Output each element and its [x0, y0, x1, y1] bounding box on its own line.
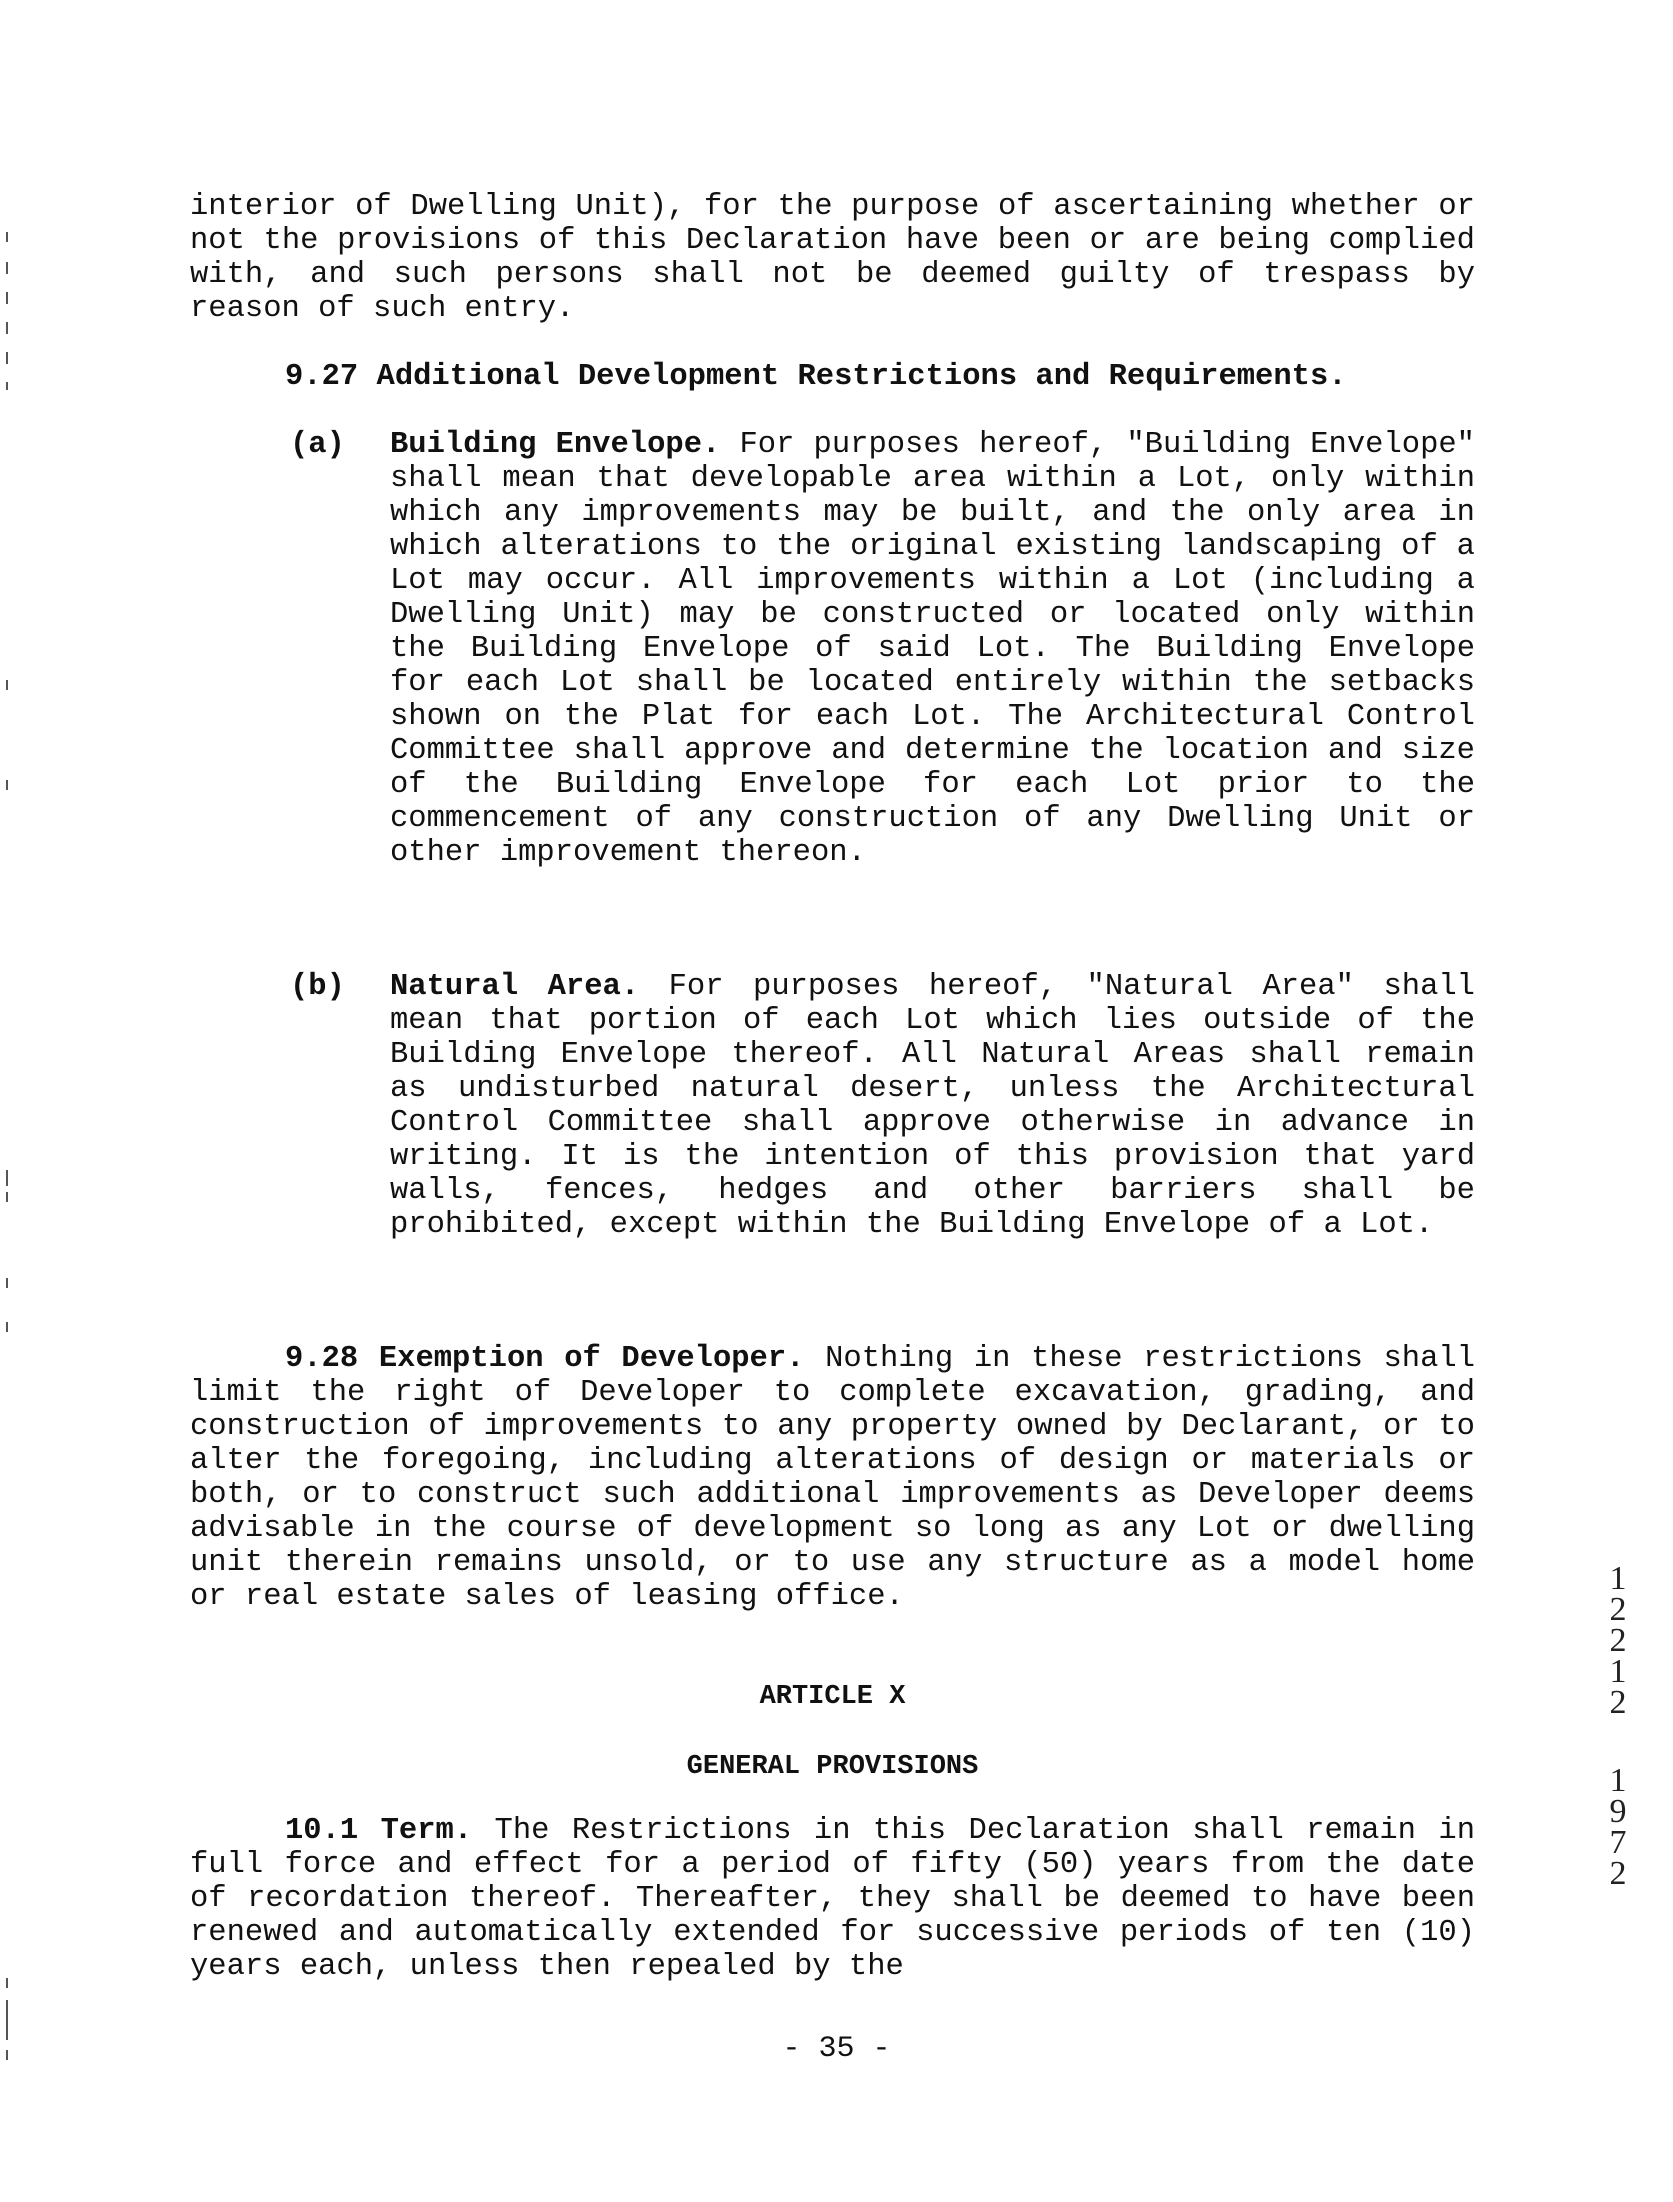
section-9-28	[190, 1342, 1475, 1614]
subsection-a-label: (a)	[290, 428, 345, 462]
scan-mark	[6, 292, 8, 304]
scan-mark	[6, 352, 8, 364]
margin-stamp-digit: 2	[1609, 1622, 1627, 1659]
margin-stamp-digit: 7	[1609, 1824, 1627, 1861]
margin-stamp-digit: 9	[1609, 1793, 1627, 1830]
scan-mark	[6, 382, 8, 390]
subsection-a-text: For purposes hereof, "Building Envelope" shall mean that developable area within a Lot, only within which any improvements may be built, and the only area in which alterations to the original existing landscaping of a Lot may occur. All improvements within a Lot (including a Dwelling Unit) may be constructed or located only within the Building Envelope of said Lot. The Building Envelope for each Lot shall be located entirely within the setbacks shown on the Plat for each Lot. The Architectural Control Committee shall approve and determine the location and size of the Building Envelope for each Lot prior to the commencement of any construction of any Dwelling Unit or other improvement thereon.	[390, 428, 1475, 870]
scan-mark	[6, 262, 8, 274]
page-number: - 35 -	[782, 2032, 891, 2066]
scan-mark	[6, 322, 8, 334]
subsection-b-text: For purposes hereof, "Natural Area" shall mean that portion of each Lot which lies outside of the Building Envelope thereof. All Natural Areas shall remain as undisturbed natural desert, unless the Architectural Control Committee shall approve otherwise in advance in writing. It is the intention of this provision that yard walls, fences, hedges and other barriers shall be prohibited, except within the Building Envelope of a Lot.	[390, 970, 1475, 1242]
section-9-28-heading: 9.28 Exemption of Developer.	[285, 1342, 805, 1376]
article-title: ARTICLE X	[759, 1682, 906, 1712]
subsection-b	[290, 970, 1475, 1242]
scan-mark	[6, 1978, 8, 1988]
margin-stamp-digit: 2	[1609, 1855, 1627, 1892]
section-9-27-heading: 9.27 Additional Development Restrictions and Requirements.	[285, 360, 1347, 394]
subsection-b-title: Natural Area.	[390, 970, 640, 1004]
margin-stamp-digit: 1	[1609, 1653, 1627, 1690]
section-9-28-text: Nothing in these restrictions shall limit the right of Developer to complete excavation, grading, and construction of improvements to any property owned by Declarant, or to alter the foregoing, including alterations of design or materials or both, or to construct such additional improvements as Developer deems advisable in the course of development so long as any Lot or dwelling unit therein remains unsold, or to use any structure as a model home or real estate sales of leasing office.	[190, 1342, 1476, 1614]
margin-stamp-digit: 1	[1609, 1560, 1627, 1597]
scan-mark	[6, 1278, 8, 1288]
subsection-a-title: Building Envelope.	[390, 428, 721, 462]
scan-mark	[6, 1322, 8, 1332]
article-subtitle: GENERAL PROVISIONS	[686, 1752, 979, 1782]
scan-mark	[6, 232, 8, 242]
scan-mark	[6, 780, 8, 790]
section-10-1	[190, 1814, 1475, 1984]
subsection-a	[290, 428, 1475, 870]
margin-stamp-digit: 1	[1609, 1762, 1627, 1799]
margin-stamp-digit: 2	[1609, 1684, 1627, 1721]
subsection-b-label: (b)	[290, 970, 345, 1004]
section-10-1-text: The Restrictions in this Declaration shall remain in full force and effect for a period of fifty (50) years from the date of recordation thereof. Thereafter, they shall be deemed to have been renewed and automatically extended for successive periods of ten (10) years each, unless then repealed by the	[190, 1814, 1475, 1984]
scan-mark	[6, 1192, 8, 1202]
scan-mark	[6, 680, 8, 690]
scan-mark	[6, 1170, 8, 1186]
section-10-1-heading: 10.1 Term.	[285, 1814, 473, 1848]
margin-stamp-digit: 2	[1609, 1591, 1627, 1628]
intro-paragraph: interior of Dwelling Unit), for the purpose of ascertaining whether or not the provisions of this Declaration have been or are being complied with, and such persons shall not be deemed guilty of trespass by reason of such entry.	[190, 190, 1475, 326]
